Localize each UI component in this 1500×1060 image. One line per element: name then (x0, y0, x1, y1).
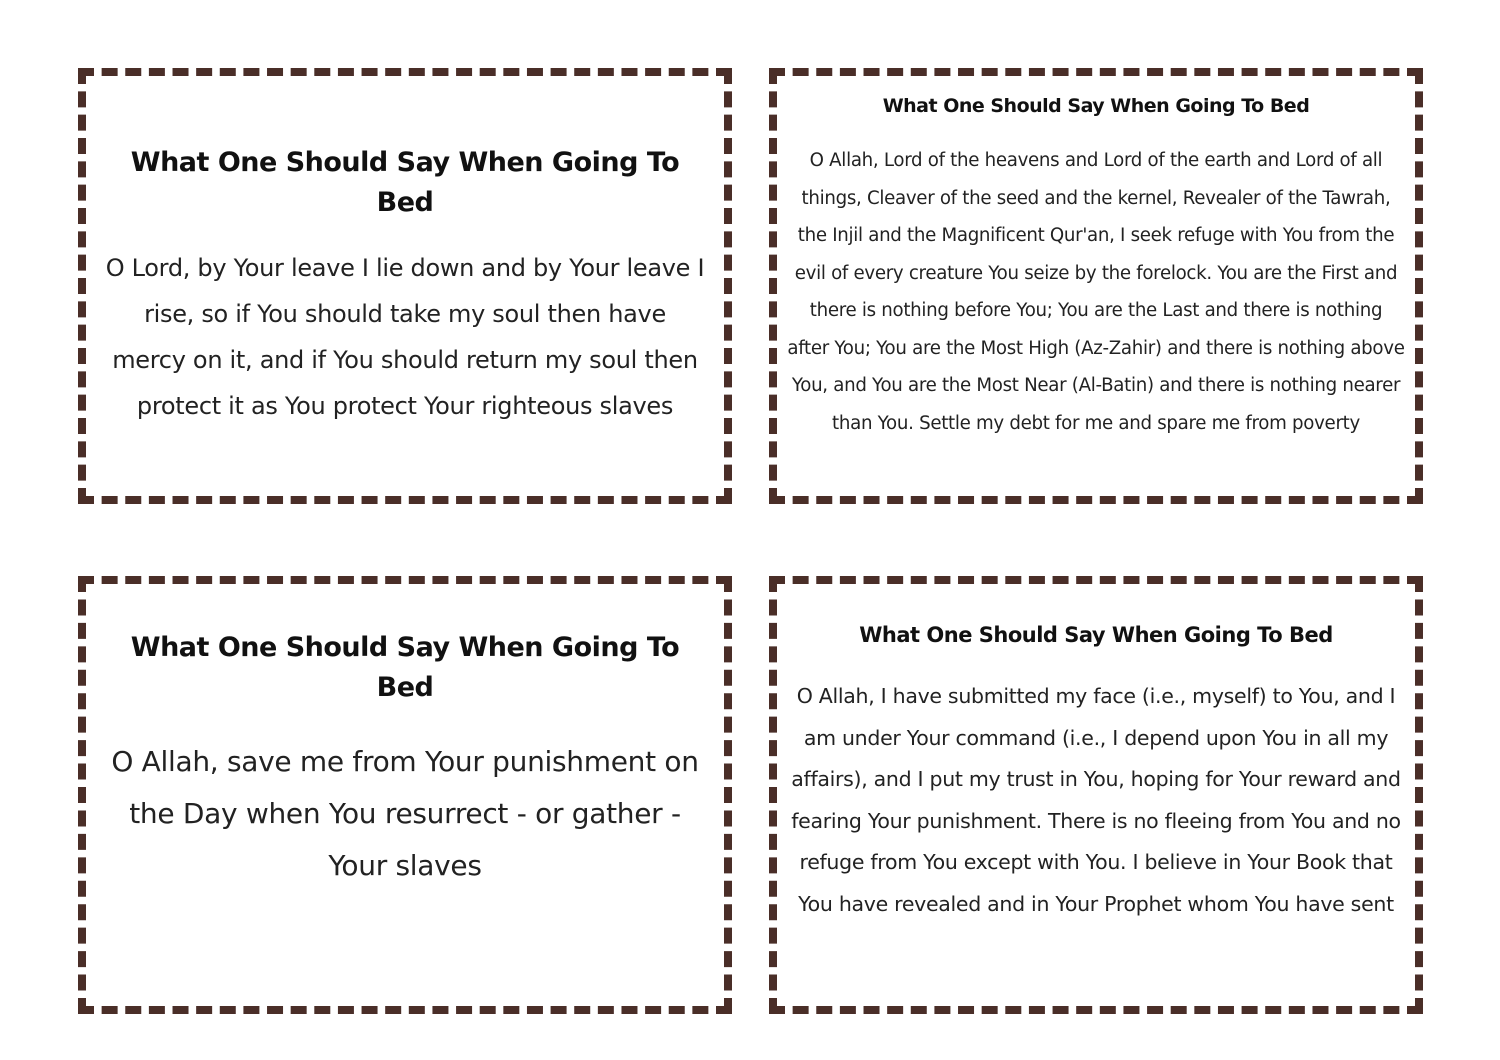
dua-card-2 (769, 68, 1423, 504)
card-body: O Allah, save me from Your punishment on the Day when You resurrect - or gather - Your slaves (111, 745, 699, 882)
dua-card-4 (769, 576, 1423, 1014)
card-title: What One Should Say When Going To Bed (882, 95, 1310, 117)
card-title: What One Should Say When Going To Bed (130, 632, 680, 703)
card-body: O Allah, I have submitted my face (i.e., myself) to You, and I am under Your command (i.e., I depend upon You in all my affairs), and I put my trust in You, hoping for Your reward and fearing Your punishment. There is no fleeing from You and no refuge from You except with You. I believe in Your Book that You have revealed and in Your Prophet whom You have sent (791, 684, 1401, 916)
card-body: O Allah, Lord of the heavens and Lord of the earth and Lord of all things, Cleaver of the seed and the kernel, Revealer of the Tawrah, the Injil and the Magnificent Qur'an, I seek refuge with You from the evil of every creature You seize by the forelock. You are the First and there is nothing before You; You are the Last and there is nothing after You; You are the Most High (Az-Zahir) and there is nothing above You, and You are the Most Near (Al-Batin) and there is nothing nearer than You. Settle my debt for me and spare me from poverty (787, 150, 1405, 434)
card-title: What One Should Say When Going To Bed (130, 147, 680, 218)
card-body: O Lord, by Your leave I lie down and by Your leave I rise, so if You should take my soul then have mercy on it, and if You should return my soul then protect it as You protect Your righteous slaves (105, 254, 705, 420)
dua-card-1 (78, 68, 732, 504)
dua-card-3 (78, 576, 732, 1014)
card-title: What One Should Say When Going To Bed (859, 623, 1333, 647)
